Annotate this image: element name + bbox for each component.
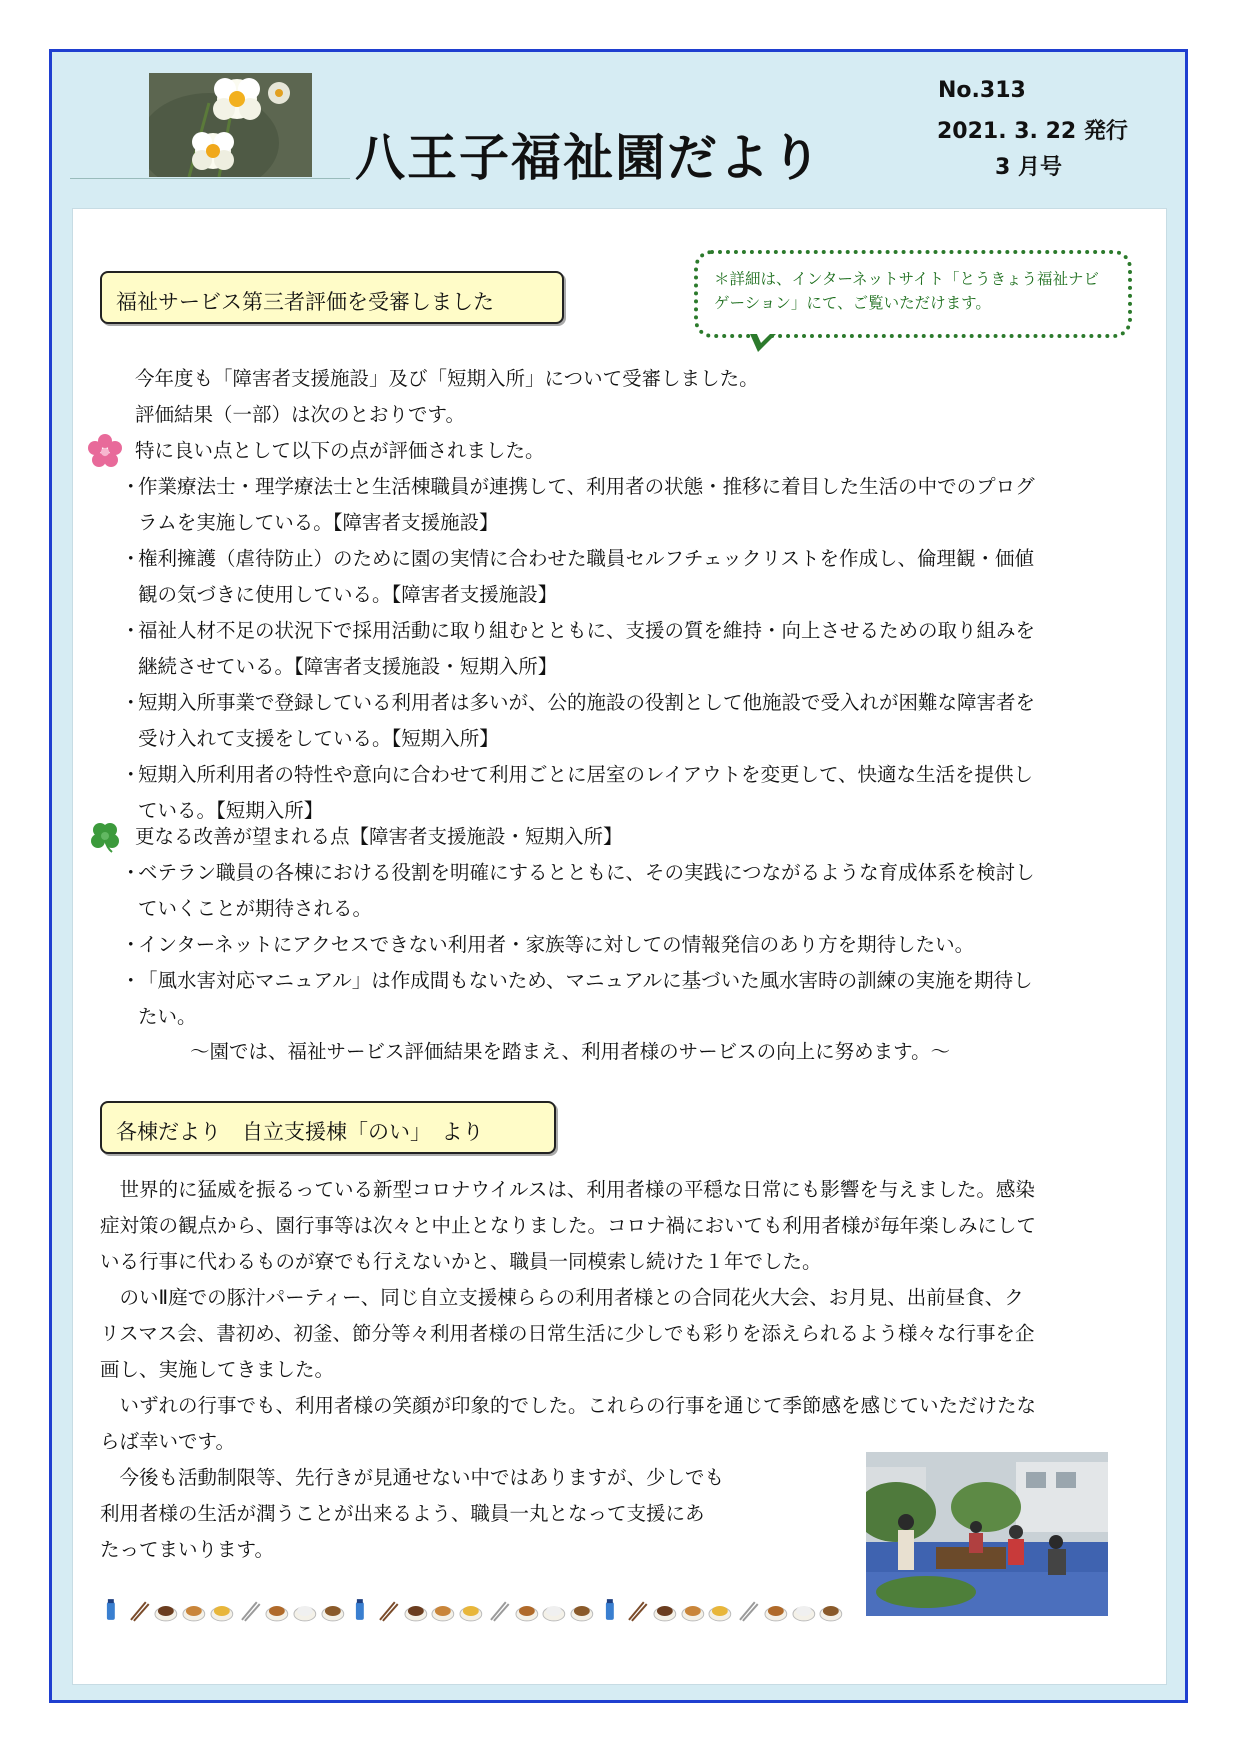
food-bread-icon — [763, 1598, 789, 1624]
food-fork-icon — [237, 1598, 263, 1624]
food-bread-icon — [264, 1598, 290, 1624]
food-omelette-icon — [707, 1598, 733, 1624]
food-rice-icon — [292, 1598, 318, 1624]
news-line: 利用者様の生活が潤うことが出来るよう、職員一丸となって支援にあ — [100, 1502, 705, 1525]
improve-point-1-line-1: ベテラン職員の各棟における役割を明確にするとともに、その実践につながるような育成体系を検討し — [138, 861, 1035, 884]
note-callout-tail-inner — [756, 332, 772, 343]
note-callout — [694, 250, 1132, 338]
news-line: いずれの行事でも、利用者様の笑顔が印象的でした。これらの行事を通じて季節感を感じていただけたな — [100, 1394, 1037, 1417]
food-curry-icon — [153, 1598, 179, 1624]
food-icon-border — [98, 1596, 844, 1626]
food-bread-icon — [514, 1598, 540, 1624]
improve-point-2-line-1: インターネットにアクセスできない利用者・家族等に対しての情報発信のあり方を期待したい。 — [138, 933, 975, 956]
good-point-2-line-1: 権利擁護（虐待防止）のために園の実情に合わせた職員セルフチェックリストを作成し、倫理観・価値 — [138, 547, 1035, 570]
daffodil-photo — [149, 73, 312, 177]
good-point-5-line-2: ている。【短期入所】 — [138, 799, 324, 822]
food-curry-icon — [652, 1598, 678, 1624]
good-points-heading: 特に良い点として以下の点が評価されました。 — [135, 439, 545, 462]
newsletter-title: 八王子福祉園だより — [355, 129, 823, 187]
closing-line: 〜園では、福祉サービス評価結果を踏まえ、利用者様のサービスの向上に努めます。〜 — [190, 1040, 951, 1063]
improve-point-1-line-2: ていくことが期待される。 — [138, 897, 373, 920]
food-rice-icon — [541, 1598, 567, 1624]
good-point-4-line-1: 短期入所事業で登録している利用者は多いが、公的施設の役割として他施設で受入れが困難な障害者を — [138, 691, 1036, 714]
note-line-1: ＊詳細は、インターネットサイト「とうきょう福祉ナビ — [714, 270, 1100, 288]
news-line: 世界的に猛威を振るっている新型コロナウイルスは、利用者様の平穏な日常にも影響を与えました。感染 — [100, 1178, 1035, 1201]
food-karaage-icon — [818, 1598, 844, 1624]
bullet-dot: ・ — [121, 933, 141, 956]
bullet-dot: ・ — [121, 691, 141, 714]
intro-line-1: 今年度も「障害者支援施設」及び「短期入所」について受審しました。 — [135, 367, 759, 390]
good-point-2-line-2: 観の気づきに使用している。【障害者支援施設】 — [138, 583, 558, 606]
news-line: 画し、実施してきました。 — [100, 1358, 335, 1381]
food-chopsticks-icon — [375, 1598, 401, 1624]
good-point-3-line-2: 継続させている。【障害者支援施設・短期入所】 — [138, 655, 558, 678]
sakura-icon — [88, 434, 122, 472]
improve-point-3-line-2: たい。 — [138, 1005, 197, 1028]
food-rice-icon — [791, 1598, 817, 1624]
bullet-dot: ・ — [121, 619, 141, 642]
news-line: らば幸いです。 — [100, 1430, 235, 1453]
food-fork-icon — [486, 1598, 512, 1624]
intro-line-2: 評価結果（一部）は次のとおりです。 — [135, 403, 465, 426]
section-heading-building-news: 各棟だより 自立支援棟「のい」 より — [100, 1101, 556, 1154]
food-chopsticks-icon — [624, 1598, 650, 1624]
food-bottle-icon — [98, 1598, 124, 1624]
issue-month: 3 月号 — [995, 155, 1062, 180]
food-omelette-icon — [458, 1598, 484, 1624]
improve-heading: 更なる改善が望まれる点【障害者支援施設・短期入所】 — [135, 825, 623, 848]
food-bottle-icon — [597, 1598, 623, 1624]
issue-number: No.313 — [938, 78, 1026, 103]
outdoor-event-photo — [866, 1452, 1108, 1616]
news-line: リスマス会、書初め、初釜、節分等々利用者様の日常生活に少しでも彩りを添えられるよう様々な行事を企 — [100, 1322, 1035, 1345]
news-line: のいⅡ庭での豚汁パーティー、同じ自立支援棟ららの利用者様との合同花火大会、お月見、出前昼食、ク — [100, 1286, 1024, 1309]
issue-date: 2021. 3. 22 発行 — [937, 119, 1128, 144]
news-line: たってまいります。 — [100, 1538, 274, 1561]
food-karaage-icon — [320, 1598, 346, 1624]
header-rule — [70, 178, 350, 179]
bullet-dot: ・ — [121, 763, 141, 786]
good-point-4-line-2: 受け入れて支援をしている。【短期入所】 — [138, 727, 499, 750]
food-bowl-icon — [181, 1598, 207, 1624]
news-line: 今後も活動制限等、先行きが見通せない中ではありますが、少しでも — [100, 1466, 725, 1489]
food-omelette-icon — [209, 1598, 235, 1624]
food-curry-icon — [403, 1598, 429, 1624]
improve-point-3-line-1: 「風水害対応マニュアル」は作成間もないため、マニュアルに基づいた風水害時の訓練の実施を期待し — [138, 969, 1033, 992]
clover-icon — [88, 820, 122, 858]
news-line: 症対策の観点から、園行事等は次々と中止となりました。コロナ禍においても利用者様が毎年楽しみにして — [100, 1214, 1037, 1237]
food-fork-icon — [735, 1598, 761, 1624]
good-point-3-line-1: 福祉人材不足の状況下で採用活動に取り組むとともに、支援の質を維持・向上させるための取り組みを — [138, 619, 1036, 642]
news-line: いる行事に代わるものが寮でも行えないかと、職員一同模索し続けた１年でした。 — [100, 1250, 822, 1273]
good-point-1-line-2: ラムを実施している。【障害者支援施設】 — [138, 511, 499, 534]
food-karaage-icon — [569, 1598, 595, 1624]
bullet-dot: ・ — [121, 475, 141, 498]
good-point-1-line-1: 作業療法士・理学療法士と生活棟職員が連携して、利用者の状態・推移に着目した生活の中でのプログ — [138, 475, 1035, 498]
food-bottle-icon — [347, 1598, 373, 1624]
note-line-2: ゲーション」にて、ご覧いただけます。 — [714, 294, 991, 312]
bullet-dot: ・ — [121, 969, 141, 992]
section-heading-evaluation: 福祉サービス第三者評価を受審しました — [100, 271, 564, 324]
food-chopsticks-icon — [126, 1598, 152, 1624]
bullet-dot: ・ — [121, 547, 141, 570]
bullet-dot: ・ — [121, 861, 141, 884]
food-bowl-icon — [430, 1598, 456, 1624]
good-point-5-line-1: 短期入所利用者の特性や意向に合わせて利用ごとに居室のレイアウトを変更して、快適な生活を提供し — [138, 763, 1034, 786]
food-bowl-icon — [680, 1598, 706, 1624]
